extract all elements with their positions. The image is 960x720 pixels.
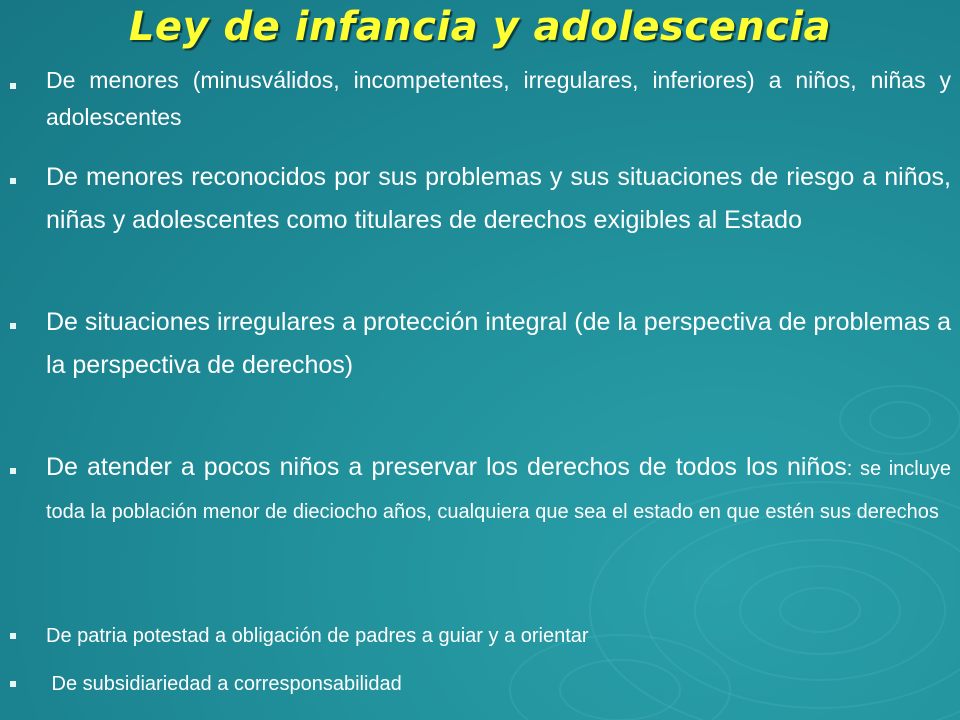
- bullet-text: De patria potestad a obligación de padres a guiar y a orientar: [46, 625, 589, 647]
- square-bullet-icon: [10, 468, 16, 474]
- bullet-text: De menores reconocidos por sus problemas y sus situaciones de riesgo a niños, niñas y adolescentes como titulares de derechos exigibles al Estado: [46, 163, 951, 234]
- bullet-text: De subsidiariedad a corresponsabilidad: [46, 673, 402, 695]
- square-bullet-icon: [10, 633, 16, 639]
- square-bullet-icon: [10, 83, 16, 89]
- square-bullet-icon: [10, 681, 16, 687]
- bullet-continuation-text: : se incluye toda la población menor de dieciocho años, cualquiera que sea el estado en que estén sus derechos: [46, 458, 951, 523]
- square-bullet-icon: [10, 323, 16, 329]
- bullet-text: De menores (minusválidos, incompetentes, irregulares, inferiores) a niños, niñas y adolescentes: [46, 67, 951, 130]
- square-bullet-icon: [10, 178, 16, 184]
- bullet-text: De situaciones irregulares a protección integral (de la perspectiva de problemas a la perspectiva de derechos): [46, 308, 951, 379]
- bullet-text-block: [46, 446, 951, 532]
- bullet-text: De atender a pocos niños a preservar los derechos de todos los niños: [46, 453, 847, 481]
- slide-title: Ley de infancia y adolescencia: [128, 4, 832, 50]
